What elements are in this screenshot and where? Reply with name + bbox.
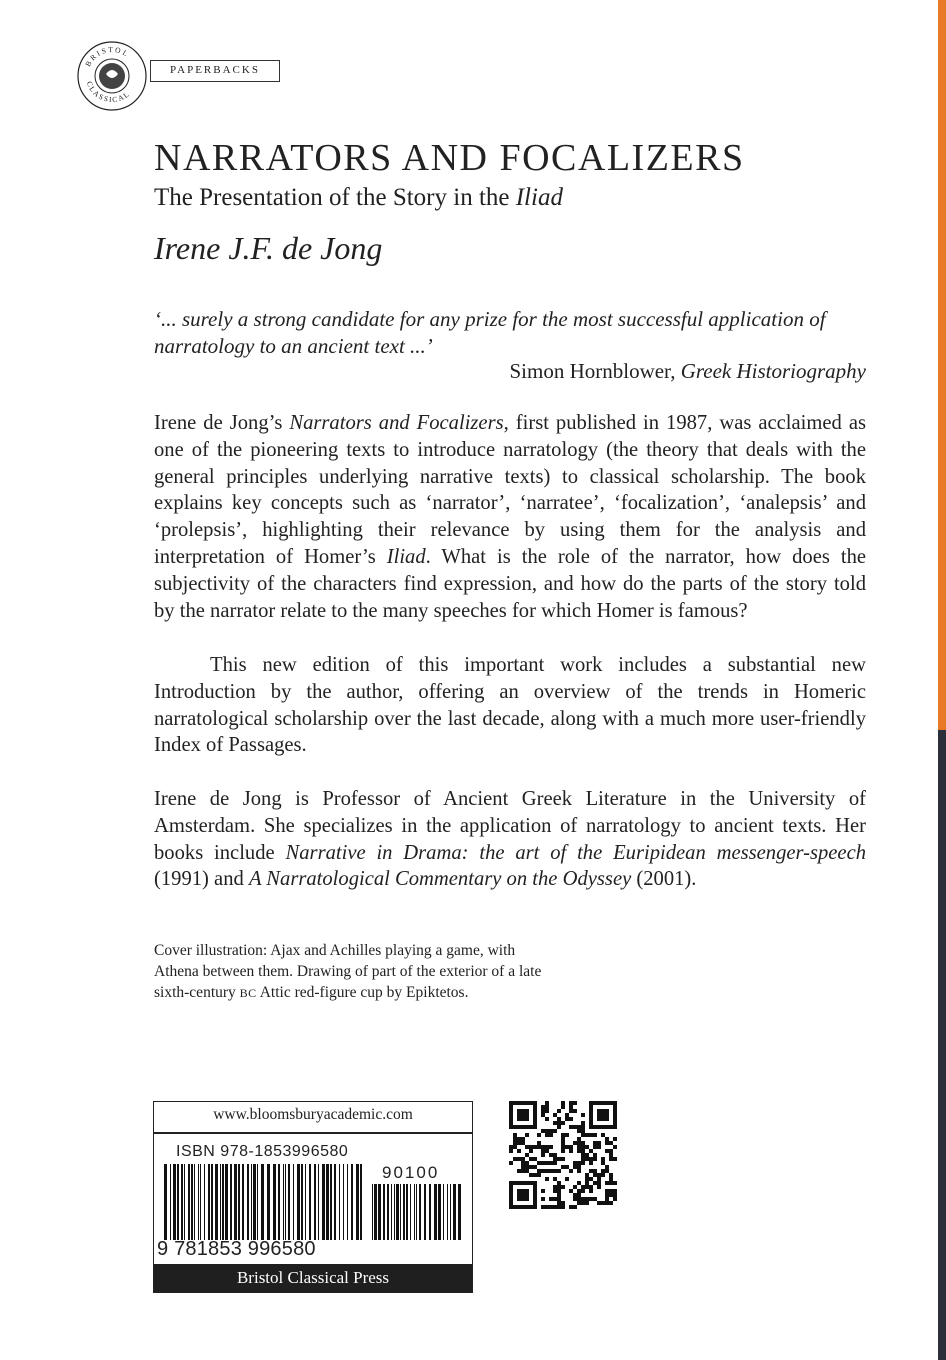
cover-note-a: Cover illustration: Ajax and Achilles playing a game, with Athena between them. Drawing of part of the exterior of a late sixth-century [154,942,542,1001]
bio-d: A Narratological Commentary on the Odyssey [248,868,632,891]
series-label: PAPERBACKS [150,60,280,82]
logo-text-bottom: CLASSICAL [84,79,132,105]
review-quote: ‘... surely a strong candidate for any prize for the most successful application of narratology to an ancient text ...’ [154,307,826,358]
desc-p1-e: . What is the role of the narrator, how does the subjectivity of the characters find expression, and how do the parts of the story told by the narrator relate to the many speeches for which Homer is famous? [154,545,867,622]
cover-note-bc: BC [239,986,257,1000]
attribution-work: Greek Historiography [680,359,866,383]
publisher-name: Bristol Classical Press [154,1264,472,1292]
desc-p1-a: Irene de Jong’s [154,412,290,434]
barcode-divider [154,1132,472,1134]
desc-p1-d: Iliad [386,545,426,568]
author-bio [154,786,866,893]
barcode-box [153,1101,473,1293]
desc-p1-b: Narrators and Focalizers [289,412,504,434]
subtitle-italic: Iliad [515,184,563,211]
isbn-digits: 9 781853 996580 [157,1238,316,1260]
qr-code [509,1101,617,1209]
price-barcode [372,1184,462,1240]
book-title: NARRATORS AND FOCALIZERS [154,137,745,179]
bio-b: Narrative in Drama: the art of the Euripidean messenger-speech [285,841,867,864]
cover-note-b: Attic red-figure cup by Epiktetos. [256,984,469,1001]
price-code: 90100 [382,1163,440,1182]
spine-edge-stripe [938,0,946,1360]
review-attribution [509,358,866,385]
description-paragraph-1 [154,410,866,624]
isbn-barcode [164,1164,364,1240]
book-subtitle [154,184,563,212]
cover-illustration-note [154,940,554,1004]
description-paragraph-2: This new edition of this important work includes a substantial new Introduction by the author, offering an overview of the trends in Homeric narratological scholarship over the last decade, along with a much more user-friendly Index of Passages. [154,654,866,757]
publisher-url: www.bloomsburyacademic.com [213,1106,413,1123]
book-author: Irene J.F. de Jong [154,230,383,266]
bio-c: (1991) and [154,868,249,891]
bio-e: (2001). [631,868,697,891]
subtitle-main: The Presentation of the Story in the [154,184,516,211]
logo-text-top: BRISTOL [83,44,132,69]
isbn-label: ISBN 978-1853996580 [176,1143,349,1160]
bio-a: Irene de Jong is Professor of Ancient Greek Literature in the University of Amsterdam. She specializes in the application of narratology to ancient texts. Her books include [154,788,866,864]
attribution-name: Simon Hornblower, [509,359,681,383]
desc-p1-c: , first published in 1987, was acclaimed as one of the pioneering texts to introduce narratology (the theory that deals with the general principles underlying narrative texts) to classical scholarship. The book explains key concepts such as ‘narrator’, ‘narratee’, ‘focalization’, ‘analepsis’ and ‘prolepsis’, highlighting their relevance by using them for the analysis and interpretation of Homer’s [154,412,866,568]
bristol-classical-logo [76,40,148,112]
spine-orange-band [938,0,946,730]
